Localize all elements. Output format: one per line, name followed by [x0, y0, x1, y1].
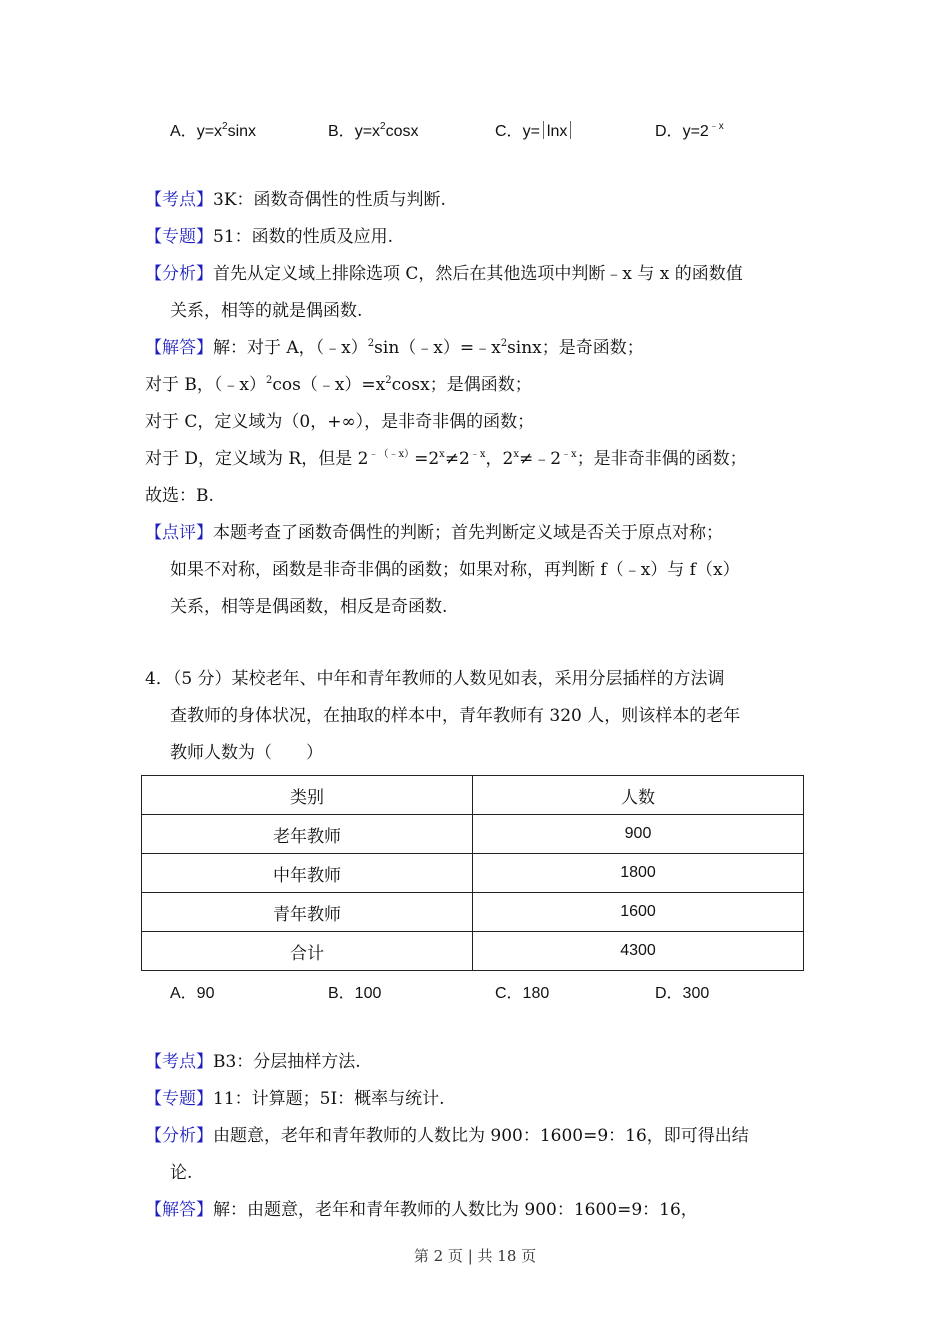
- option-letter: A．: [170, 123, 197, 140]
- math-text: cosx；是偶函数；: [391, 375, 532, 395]
- superscript: 2: [222, 121, 228, 132]
- q4-stem-cont2: 教师人数为（ ）: [170, 743, 323, 763]
- option-letter: B．: [328, 123, 355, 140]
- superscript: x: [439, 449, 445, 460]
- section-text: 首先从定义域上排除选项 C，然后在其他选项中判断﹣x 与 x 的函数值: [213, 264, 743, 284]
- table-row: [142, 932, 804, 971]
- option-text: y=x: [196, 123, 223, 140]
- table-cell: 青年教师: [142, 893, 473, 932]
- math-text: ；是非奇非偶的函数；: [576, 449, 747, 469]
- table-row: [142, 815, 804, 854]
- superscript: 2: [265, 375, 273, 386]
- option-text: cosx: [385, 123, 419, 140]
- q3-jieda: [145, 337, 644, 359]
- table-cell: 合计: [142, 932, 473, 971]
- q3-option-d: [655, 118, 724, 141]
- q4-fenxi: [145, 1125, 749, 1147]
- abs-bar-right: [570, 121, 571, 139]
- q4-stem-cont1: 查教师的身体状况，在抽取的样本中，青年教师有 320 人，则该样本的老年: [170, 706, 741, 726]
- section-text: 51：函数的性质及应用.: [213, 227, 394, 247]
- option-letter: C．: [495, 123, 523, 140]
- superscript: ﹣（﹣x）: [368, 449, 415, 460]
- math-text: cos（﹣x）=x: [272, 375, 386, 395]
- section-text: 11：计算题；5I：概率与统计.: [213, 1089, 445, 1109]
- table-cell: 中年教师: [142, 854, 473, 893]
- math-text: 解：对于 A，（﹣x）: [213, 338, 368, 358]
- math-text: =2: [414, 449, 440, 469]
- q3-zhuanti: [145, 226, 393, 248]
- option-text: sinx: [227, 123, 257, 140]
- q3-dianping-cont1: 如果不对称，函数是非奇非偶的函数；如果对称，再判断 f（﹣x）与 f（x）: [170, 560, 740, 580]
- q4-option-b: B．100: [328, 985, 382, 1002]
- section-tag: 【考点】: [145, 190, 213, 210]
- table-cell: 老年教师: [142, 815, 473, 854]
- q3-jieda-c: 对于 C，定义域为（0，+∞），是非奇非偶的函数；: [145, 412, 535, 432]
- q3-kaodian: [145, 189, 446, 211]
- table-row: [142, 854, 804, 893]
- option-text: lnx: [546, 123, 568, 140]
- section-tag: 【解答】: [145, 338, 213, 358]
- q3-conclusion: 故选：B.: [145, 486, 214, 506]
- option-text: y=x: [354, 123, 381, 140]
- math-text: sinx；是奇函数；: [507, 338, 644, 358]
- q3-option-c: [495, 118, 574, 141]
- math-text: sin（﹣x）=﹣x: [374, 338, 501, 358]
- q4-jieda: [145, 1199, 698, 1221]
- section-tag: 【考点】: [145, 1052, 213, 1072]
- section-text: 3K：函数奇偶性的性质与判断.: [213, 190, 446, 210]
- option-letter: D．: [655, 123, 683, 140]
- q4-option-a: A．90: [170, 985, 215, 1002]
- q3-dianping: [145, 522, 723, 544]
- math-text: ，2: [485, 449, 514, 469]
- option-text: y=: [522, 123, 540, 140]
- table-cell: 1600: [473, 893, 804, 932]
- table-header-cell: 人数: [473, 776, 804, 815]
- q3-dianping-cont2: 关系，相等是偶函数，相反是奇函数.: [170, 597, 448, 617]
- superscript: ﹣x: [708, 121, 724, 132]
- section-tag: 【分析】: [145, 1126, 213, 1146]
- section-text: B3：分层抽样方法.: [213, 1052, 361, 1072]
- q3-option-b: [328, 118, 419, 141]
- table-header-row: [142, 776, 804, 815]
- math-text: 对于 B，（﹣x）: [145, 375, 266, 395]
- teacher-count-table: [141, 775, 804, 971]
- q4-option-c: C．180: [495, 985, 550, 1002]
- table-row: [142, 893, 804, 932]
- superscript: ﹣x: [561, 449, 577, 460]
- math-text: 对于 D，定义域为 R，但是 2: [145, 449, 369, 469]
- section-tag: 【专题】: [145, 227, 213, 247]
- superscript: ﹣x: [469, 449, 486, 460]
- q4-zhuanti: [145, 1088, 445, 1110]
- section-text: 由题意，老年和青年教师的人数比为 900：1600=9：16，即可得出结: [213, 1126, 749, 1146]
- superscript: 2: [500, 338, 508, 349]
- page-footer: 第 2 页 | 共 18 页: [413, 1247, 537, 1265]
- superscript: x: [513, 449, 519, 460]
- math-text: ≠2: [444, 449, 470, 469]
- section-tag: 【点评】: [145, 523, 213, 543]
- superscript: 2: [385, 375, 392, 386]
- q3-option-a: [170, 118, 256, 141]
- superscript: 2: [380, 121, 386, 132]
- table-cell: 900: [473, 815, 804, 854]
- q3-jieda-d: [145, 448, 747, 470]
- table-header-cell: 类别: [142, 776, 473, 815]
- section-text: 本题考查了函数奇偶性的判断；首先判断定义域是否关于原点对称；: [213, 523, 723, 543]
- section-text: 解：由题意，老年和青年教师的人数比为 900：1600=9：16，: [213, 1200, 698, 1220]
- section-tag: 【专题】: [145, 1089, 213, 1109]
- q3-fenxi-cont: 关系，相等的就是偶函数.: [170, 301, 363, 321]
- table-cell: 4300: [473, 932, 804, 971]
- q4-stem: 4．（5 分）某校老年、中年和青年教师的人数见如表，采用分层插样的方法调: [145, 669, 725, 689]
- q4-fenxi-cont: 论.: [170, 1163, 193, 1183]
- q3-jieda-b: [145, 374, 532, 396]
- math-text: ≠﹣2: [518, 449, 562, 469]
- superscript: 2: [367, 338, 375, 349]
- q3-fenxi: [145, 263, 743, 285]
- q4-kaodian: [145, 1051, 361, 1073]
- abs-bar-left: [543, 121, 544, 139]
- section-tag: 【分析】: [145, 264, 213, 284]
- option-text: y=2: [682, 123, 709, 140]
- table-cell: 1800: [473, 854, 804, 893]
- q4-option-d: D．300: [655, 985, 710, 1002]
- section-tag: 【解答】: [145, 1200, 213, 1220]
